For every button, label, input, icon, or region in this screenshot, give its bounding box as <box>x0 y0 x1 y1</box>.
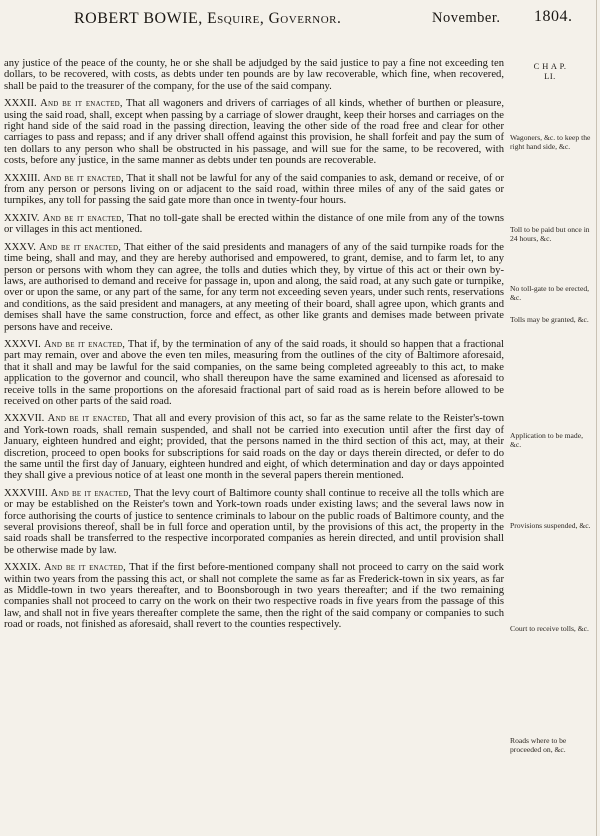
section-paragraph <box>4 413 504 481</box>
enactment-clause: And be it enacted, <box>47 413 130 425</box>
section-paragraph <box>4 98 504 166</box>
running-title <box>74 10 341 28</box>
enactment-clause: And be it enacted, <box>43 338 126 350</box>
section-number: XXXVIII. <box>4 487 48 499</box>
header-year: 1804. <box>534 8 573 25</box>
section-xxxii <box>4 98 504 166</box>
section-text: That no toll-gate shall be erected within the distance of one mile from any of the towns or villages in this act mentioned. <box>4 212 504 236</box>
section-xxxv <box>4 242 504 333</box>
section-text: any justice of the peace of the county, he or she shall be adjudged by the said justice to pay a fine not exceeding ten dollars, to be recovered, with costs, as debts under ten pounds are by law recoverable, which fine, when recovered, shall be paid to the treasurer of the company, for the use of the said company. <box>4 58 504 92</box>
margin-note-xxxv: Tolls may be granted, &c. <box>510 315 589 324</box>
enactment-clause: And be it enacted, <box>43 172 124 184</box>
section-xxxvi <box>4 339 504 407</box>
section-xxxix <box>4 562 504 630</box>
section-xxxvii <box>4 413 504 481</box>
section-text: That all wagoners and drivers of carriages of all kinds, whether of burthen or pleasure, using the said road, shall, except when passing by a carriage of slower draught, keep their horses and carriages on the right hand side of the said road in the passing direction, leaving the other side of the road free and clear for other carriages to pass and repass; and if any driver shall offend against this provision, he shall forfeit and pay the sum of ten dollars to any person who shall be obstructed in his passage, and will sue for the same, to be recovered, with costs, before any justice, in the same manner as debts under ten pounds are recoverable. <box>4 98 504 167</box>
enactment-clause: And be it enacted, <box>42 212 125 224</box>
section-text: That all and every provision of this act, so far as the same relate to the Reister's-town and York-town roads, shall remain suspended, and shall not be carried into execution until after the first day of January, eighteen hundred and eight; provided, that the persons named in the third section of this act, may, at their discretion, proceed to open books for subscriptions for said roads on the day or days therein directed, or defer to do the same until the first day of January, eighteen hundred and eight, of which determination and day or days appointed they shall give a previous notice of at least one month in the several papers therein mentioned. <box>4 413 504 482</box>
section-paragraph <box>4 488 504 556</box>
section-xxxiii <box>4 173 504 207</box>
section-text: That either of the said presidents and managers of any of the said turnpike roads for the time being, shall and may, and they are hereby authorised and empowered, to grant, demise, and to farm let, to any person or persons with whom they can agree, the tolls and duties which they, by virtue of this act or their own by-laws, are authorised to demand and receive for passage in, upon and along, the said road, at any such gate or turnpike, over or upon the same, or any part of the same, for any term not exceeding seven years, under such rents, reservations and conditions, as the said president and managers, at any meeting of their board, shall agree upon, which grants and demises shall have the same construction, force and effect, as other like grants and demises made between private persons have and receive. <box>4 241 505 333</box>
margin-note-xxxiii: Toll to be paid but once in 24 hours, &c. <box>510 225 590 243</box>
section-text: That it shall not be lawful for any of the said companies to ask, demand or receive, of or from any person or persons living on or adjacent to the said road, within three miles of any of the said gates or turnpikes, any toll for passing the said gate more than once in twenty-four hours. <box>4 172 504 207</box>
header-month: November. <box>432 10 501 26</box>
section-text: That the levy court of Baltimore county shall continue to receive all the tolls which are or may be established on the Reister's town and York-town roads under existing laws; and the several laws now in force authorising the courts of justice to sentence criminals to labour on the public roads of Baltimore county, and the several provisions thereof, shall be in full force and operation until, by the provisions of this act, the property in the said roads shall be transferred to the respective incorporated companies as herein directed, and until provision shall be otherwise made by law. <box>4 487 505 556</box>
section-number: XXXIII. <box>4 172 41 184</box>
enactment-clause: And be it enacted, <box>39 241 122 253</box>
running-header <box>60 6 590 32</box>
section-paragraph <box>4 242 504 333</box>
page-edge-divider <box>596 0 597 836</box>
governor-name: ROBERT BOWIE, <box>74 10 203 27</box>
section-number: XXXIX. <box>4 562 41 574</box>
section-text: That if the first before-mentioned company shall not proceed to carry on the said work within two years from the passing this act, or shall not complete the same as far as Frederick-town in six years, as far as Middle-town in two years thereafter, and to Boonsborough in two years thereafter; and if the two remaining companies shall not proceed to carry on the work on their two respective roads in five years from the passage of this law, and shall not in five years thereafter complete the same, then the right of the said company or companies to such road or roads, not finished as aforesaid, shall revert to the counties respectively. <box>4 562 504 631</box>
margin-note-xxxvii: Provisions suspended, &c. <box>510 521 591 530</box>
section-xxxiv <box>4 213 504 236</box>
margin-note-xxxii: Wagoners, &c. to keep the right hand side, &c. <box>510 133 591 151</box>
section-paragraph <box>4 339 504 407</box>
margin-note-xxxix: Roads where to be proceeded on, &c. <box>510 736 567 754</box>
section-intro <box>4 58 504 92</box>
section-number: XXXVI. <box>4 338 41 350</box>
body-text <box>4 58 504 637</box>
enactment-clause: And be it enacted, <box>50 487 132 499</box>
margin-note-xxxviii: Court to receive tolls, &c. <box>510 624 589 633</box>
section-xxxviii <box>4 488 504 556</box>
enactment-clause: And be it enacted, <box>44 562 126 574</box>
chapter-note <box>520 62 580 82</box>
enactment-clause: And be it enacted, <box>40 98 123 110</box>
section-number: XXXV. <box>4 241 36 253</box>
section-paragraph <box>4 562 504 630</box>
section-text: That if, by the termination of any of the said roads, it should so happen that a fractional part may remain, over and above the even ten miles, measuring from the outlines of the city of Baltimore aforesaid, that it shall and may be lawful for the said companies, on the same being completed agreeably to this act, to make application to the governor and council, who shall thereupon have the same examined and licensed as aforesaid to receive tolls in the same proportions on the aforesaid fractional part of said road as is herein before allowed to be received on other parts of the said road. <box>4 338 504 407</box>
margin-note-xxxiv: No toll-gate to be erected, &c. <box>510 284 590 302</box>
section-number: XXXVII. <box>4 413 45 425</box>
section-number: XXXII. <box>4 98 37 110</box>
margin-note-xxxvi: Application to be made, &c. <box>510 431 583 449</box>
section-number: XXXIV. <box>4 212 40 224</box>
chapter-label: C H A P. <box>533 62 567 71</box>
governor-title: Esquire, Governor. <box>207 10 342 27</box>
section-paragraph <box>4 173 504 207</box>
chapter-number: LI. <box>544 72 556 81</box>
section-paragraph <box>4 213 504 236</box>
